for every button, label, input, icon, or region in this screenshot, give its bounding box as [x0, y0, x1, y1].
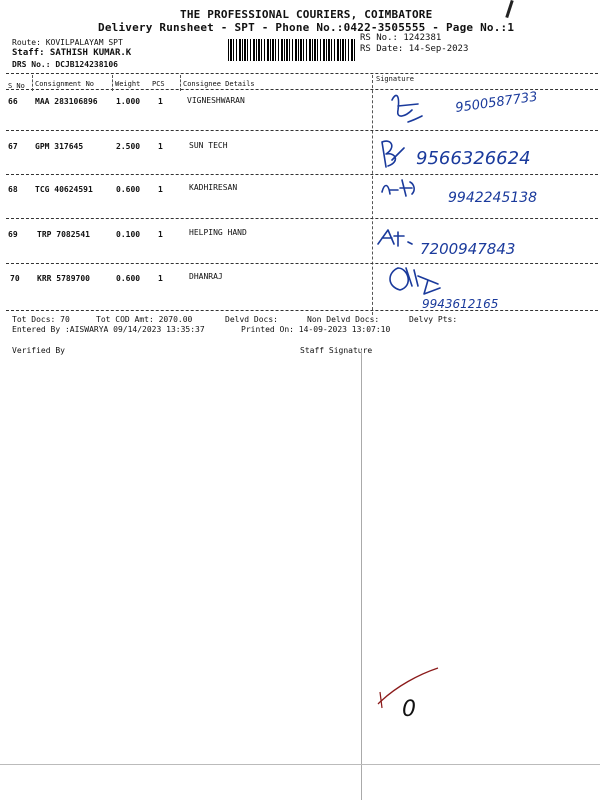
non-delivered-docs: Non Delvd Docs: — [307, 315, 380, 324]
divider — [32, 75, 33, 91]
pen-mark — [376, 664, 446, 724]
row-pcs: 1 — [158, 230, 163, 239]
row-pcs: 1 — [158, 97, 163, 106]
rs-date: RS Date: 14-Sep-2023 — [360, 44, 469, 54]
divider — [112, 75, 113, 91]
signature-row-68 — [382, 180, 414, 196]
row-sno: 68 — [8, 185, 18, 194]
row-consignee: HELPING HAND — [189, 228, 247, 237]
total-docs: Tot Docs: 70 — [12, 315, 70, 324]
row-sno: 69 — [8, 230, 18, 239]
row-sno: 70 — [10, 274, 20, 283]
runsheet-subtitle: Delivery Runsheet - SPT - Phone No.:0422-3505555 - Page No.:1 — [98, 21, 515, 34]
signature-row-70 — [390, 268, 440, 294]
row-consignee: KADHIRESAN — [189, 183, 238, 192]
row-consignment: GPM 317645 — [35, 142, 84, 151]
col-pcs: PCS — [152, 80, 165, 88]
handwritten-phone: 7200947843 — [420, 240, 516, 258]
corner-mark-zero: 0 — [402, 697, 416, 722]
scan-mark — [505, 0, 513, 18]
signature-area — [378, 72, 578, 312]
handwritten-phone: 9942245138 — [448, 190, 538, 206]
col-weight: Weight — [115, 80, 141, 88]
col-consignment: Consignment No — [35, 80, 95, 88]
col-consignee: Consignee Details — [183, 80, 255, 88]
delivered-docs: Delvd Docs: — [225, 315, 278, 324]
row-sno: 66 — [8, 97, 18, 106]
row-pcs: 1 — [158, 185, 163, 194]
row-weight: 0.100 — [116, 230, 141, 239]
entered-by: Entered By :AISWARYA 09/14/2023 13:35:37 — [12, 325, 205, 334]
row-consignment: TRP 7082541 — [37, 230, 90, 239]
row-consignee: SUN TECH — [189, 141, 228, 150]
row-consignment: MAA 283106896 — [35, 97, 98, 106]
company-name: THE PROFESSIONAL COURIERS, COIMBATORE — [180, 8, 433, 21]
verified-by-label: Verified By — [12, 346, 65, 355]
barcode — [228, 39, 356, 61]
row-weight: 0.600 — [116, 274, 141, 283]
staff-signature-label: Staff Signature — [300, 346, 373, 355]
row-pcs: 1 — [158, 142, 163, 151]
total-cod: Tot COD Amt: 2070.00 — [96, 315, 193, 324]
signature-row-66 — [392, 95, 422, 122]
row-weight: 1.000 — [116, 97, 141, 106]
row-sno: 67 — [8, 142, 18, 151]
row-consignment: KRR 5789700 — [37, 274, 90, 283]
signature-row-67 — [382, 141, 404, 167]
rs-number: RS No.: 1242381 — [360, 33, 442, 43]
handwritten-phone: 9943612165 — [422, 297, 499, 311]
scan-edge-line — [0, 764, 600, 765]
row-pcs: 1 — [158, 274, 163, 283]
divider — [180, 75, 181, 91]
row-weight: 2.500 — [116, 142, 141, 151]
delivery-points: Delvy Pts: — [409, 315, 458, 324]
col-sno: S No — [8, 82, 25, 90]
staff-label: Staff: SATHISH KUMAR.K — [12, 48, 132, 58]
printed-on: Printed On: 14-09-2023 13:07:10 — [241, 325, 391, 334]
handwritten-phone: 9566326624 — [416, 148, 531, 169]
scan-fold-line — [361, 350, 362, 800]
row-weight: 0.600 — [116, 185, 141, 194]
divider — [372, 75, 373, 315]
row-consignee: DHANRAJ — [189, 272, 223, 281]
signature-row-69 — [378, 230, 412, 246]
row-consignment: TCG 40624591 — [35, 185, 93, 194]
handwritten-phone: 9500587733 — [454, 89, 539, 116]
route-label: Route: KOVILPALAYAM SPT — [12, 38, 123, 47]
col-signature: Signature — [376, 75, 414, 83]
drs-number: DRS No.: DCJB124238106 — [12, 60, 118, 69]
row-consignee: VIGNESHWARAN — [187, 96, 245, 105]
